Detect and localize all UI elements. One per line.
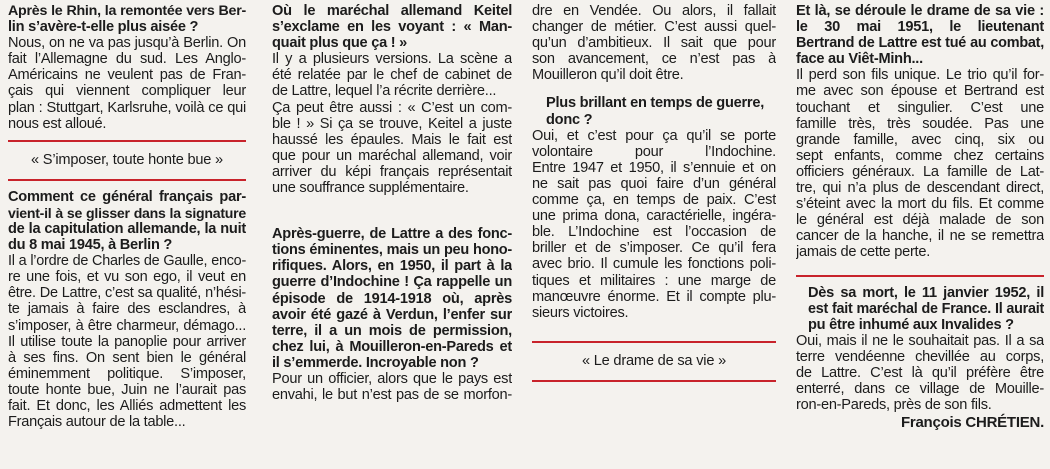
answer-line: Oui, mais il ne le souhaitait pas. Il a sa [796,332,1044,349]
answer-line: éminemment politique. S’imposer, [8,365,246,382]
question-line: de la capitulation allemande, la nuit [8,220,246,237]
answer-line: Il utilise toute la panoplie pour arriver [8,333,246,350]
answer-block [272,371,512,403]
answer-line: Français autour de la table... [8,414,186,431]
question-line: Où le maréchal allemand Keitel [272,3,512,19]
question-line: guerre d’Indochine ! Ça rappelle un [272,274,512,291]
answer-line: arriver du képi français représentait [272,163,512,180]
question-block [796,3,1044,67]
answer-line: haussé les épaules. Mais le fait est [272,131,512,148]
answer-line: Il a l’ordre de Charles de Gaulle, enco- [8,253,246,270]
answer-line: Ça peut être aussi : « C’est un com- [272,99,512,116]
answer-line: ble. L’Indochine est l’occasion de [532,224,776,241]
answer-block [8,253,246,430]
question-line: il s’emmerde. Incroyable non ? [272,354,479,371]
question-line: donc ? [546,111,593,128]
answer-line: plan : Stuttgart, Karlsruhe, voilà ce qui [8,99,246,116]
answer-block [532,128,776,321]
question-line: quait plus que ça ! » [272,35,408,52]
answer-line: famille très, très soudée. Pas une [796,115,1044,132]
question-line: Après-guerre, de Lattre a des fonc- [272,226,512,243]
answer-line: briller et de s’imposer. Ce qu’il fera [532,240,776,257]
answer-line: ne sait pas quoi faire d’un général [532,175,776,192]
question-line: face au Viêt-Minh... [796,51,923,68]
answer-line: sept enfants, comme chez certains [796,147,1044,164]
question-block [8,189,246,253]
answer-line: çais qui viennent compliquer leur [8,83,246,100]
answer-line: le général est déjà malade de son [796,212,1044,229]
answer-line: comme ça, en temps de paix. C’est [532,192,776,209]
question-block [272,3,512,51]
answer-line: Il y a plusieurs versions. La scène a [272,51,512,68]
answer-line: touchant et singulier. C’est une [796,99,1044,116]
answer-line: grande famille, avec cinq, six ou [796,131,1044,148]
question-line: Dès sa mort, le 11 janvier 1952, il [808,284,1044,301]
answer-line: volontaire pour l’Indochine. [532,143,776,160]
red-rule [532,380,776,382]
answer-line: tre, qui n’a plus de descendant direct, [796,180,1044,197]
answer-line: Entre 1947 et 1950, il s’ennuie et on [532,159,776,176]
pull-quote: « Le drame de sa vie » [581,352,727,369]
question-line: terre, il a un mois de permission, [272,322,512,339]
answer-line: te jamais à faire des esclandres, à [8,301,246,318]
answer-line: officiers généraux. La famille de Lat- [796,163,1044,180]
answer-line: Américains ne veulent pas de Fran- [8,67,246,84]
answer-line: de Lattre. C’est là qu’il préfère être [796,364,1044,381]
answer-line: de Lattre, lequel l’a récrite derrière... [272,83,497,100]
answer-line: à ses fins. On sent bien le général [8,349,246,366]
question-line: le 30 mai 1951, le lieutenant [796,19,1044,36]
question-line: du 8 mai 1945, à Berlin ? [8,237,173,254]
answer-line: s’imposer, à être charmeur, démago... [8,317,246,334]
answer-line: tiques et militaires : une marge de [532,272,776,289]
column-1 [8,0,246,469]
question-line: Comment ce général français par- [8,188,246,205]
answer-line: s’éteint avec la mort du fils. Et comme [796,196,1044,213]
question-line: avoir été gazé à Verdun, l’enfer sur [272,306,512,323]
answer-line: ble ! » Si ça se trouve, Keitel a juste [272,115,512,132]
question-line: pu être inhumé aux Invalides ? [808,316,1014,333]
question-line: est fait maréchal de France. Il aurait [808,300,1044,317]
answer-line: Oui, et c’est pour ça qu’il se porte [532,127,776,144]
answer-line: enterré, dans ce village de Mouille- [796,381,1044,398]
answer-line: fait l’Allemagne du sud. Les Anglo- [8,51,246,68]
answer-line: été relatée par le chef de cabinet de [272,67,512,84]
question-line: vient-il à se glisser dans la signature [8,204,246,221]
answer-line: re une fois, et vu son ego, il veut en [8,269,246,286]
answer-line: son avancement, ce n’est pas à [532,51,776,68]
question-line: Et là, se déroule le drame de sa vie : [796,3,1044,19]
answer-block [532,3,776,83]
answer-block [796,67,1044,260]
question-block [8,3,246,35]
question-line: Bertrand de Lattre est tué au combat, [796,35,1044,52]
answer-line: dre en Vendée. Ou alors, il fallait [532,3,776,19]
answer-line: ron-en-Pareds, près de son fils. [796,397,992,414]
question-line: s’exclame en les voyant : « Man- [272,19,512,36]
question-block [272,226,512,371]
pull-quote: « S’imposer, toute honte bue » [31,151,223,168]
answer-line: Nous, on ne va pas jusqu’à Berlin. On [8,35,246,52]
question-line: chez lui, à Mouilleron-en-Pareds et [272,338,512,355]
question-line: lin s’avère-t-elle plus aisée ? [8,19,199,36]
question-block [532,95,776,127]
answer-line: qu’un d’ambitieux. Il sait que pour [532,35,776,52]
column-2 [272,0,512,469]
question-line: Après le Rhin, la remontée vers Ber- [8,3,246,19]
question-line: épisode de 1914-1918 où, après [272,290,512,307]
question-line: tions éminentes, mais un peu hono- [272,242,512,259]
answer-line: Il perd son fils unique. Le trio qu’il for- [796,67,1044,84]
answer-line: sieurs victoires. [532,304,629,321]
answer-line: avec brio. Il cumule les fonctions poli- [532,256,776,273]
answer-line: terre vendéenne chevillée au corps, [796,348,1044,365]
answer-line: toute honte bue, Juin ne l’aurait pas [8,381,246,398]
answer-line: manœuvre énorme. Et il compte plu- [532,288,776,305]
answer-line: une prima dona, caractérielle, ingéra- [532,208,776,225]
column-4 [796,0,1044,469]
answer-line: que pour un maréchal allemand, voir [272,147,512,164]
answer-line: changer de métier. C’est aussi quel- [532,19,776,36]
question-line: rifiques. Alors, en 1950, il part à la [272,258,512,275]
answer-block [272,51,512,196]
question-line: Plus brillant en temps de guerre, [546,95,765,112]
answer-block [8,35,246,132]
answer-line: une souffrance supplémentaire. [272,180,469,197]
answer-block [796,333,1044,413]
question-block [796,285,1044,333]
answer-line: nous est alloué. [8,115,107,132]
answer-line: être. De Lattre, c’est sa qualité, n’hési- [8,285,246,302]
answer-line: envahi, le but n’est pas de se morfon- [272,387,512,404]
answer-line: Pour un officier, alors que le pays est [272,370,512,387]
author-signature: François CHRÉTIEN. [900,414,1044,432]
answer-line: jamais de cette perte. [796,244,931,261]
column-3 [532,0,776,469]
answer-line: me avec son épouse et Bertrand est [796,83,1044,100]
answer-line: cancer de la hanche, il ne se remettra [796,228,1044,245]
answer-line: fait. Et donc, les Alliés admettent les [8,397,246,414]
answer-line: Mouilleron qu’il doit être. [532,67,684,84]
